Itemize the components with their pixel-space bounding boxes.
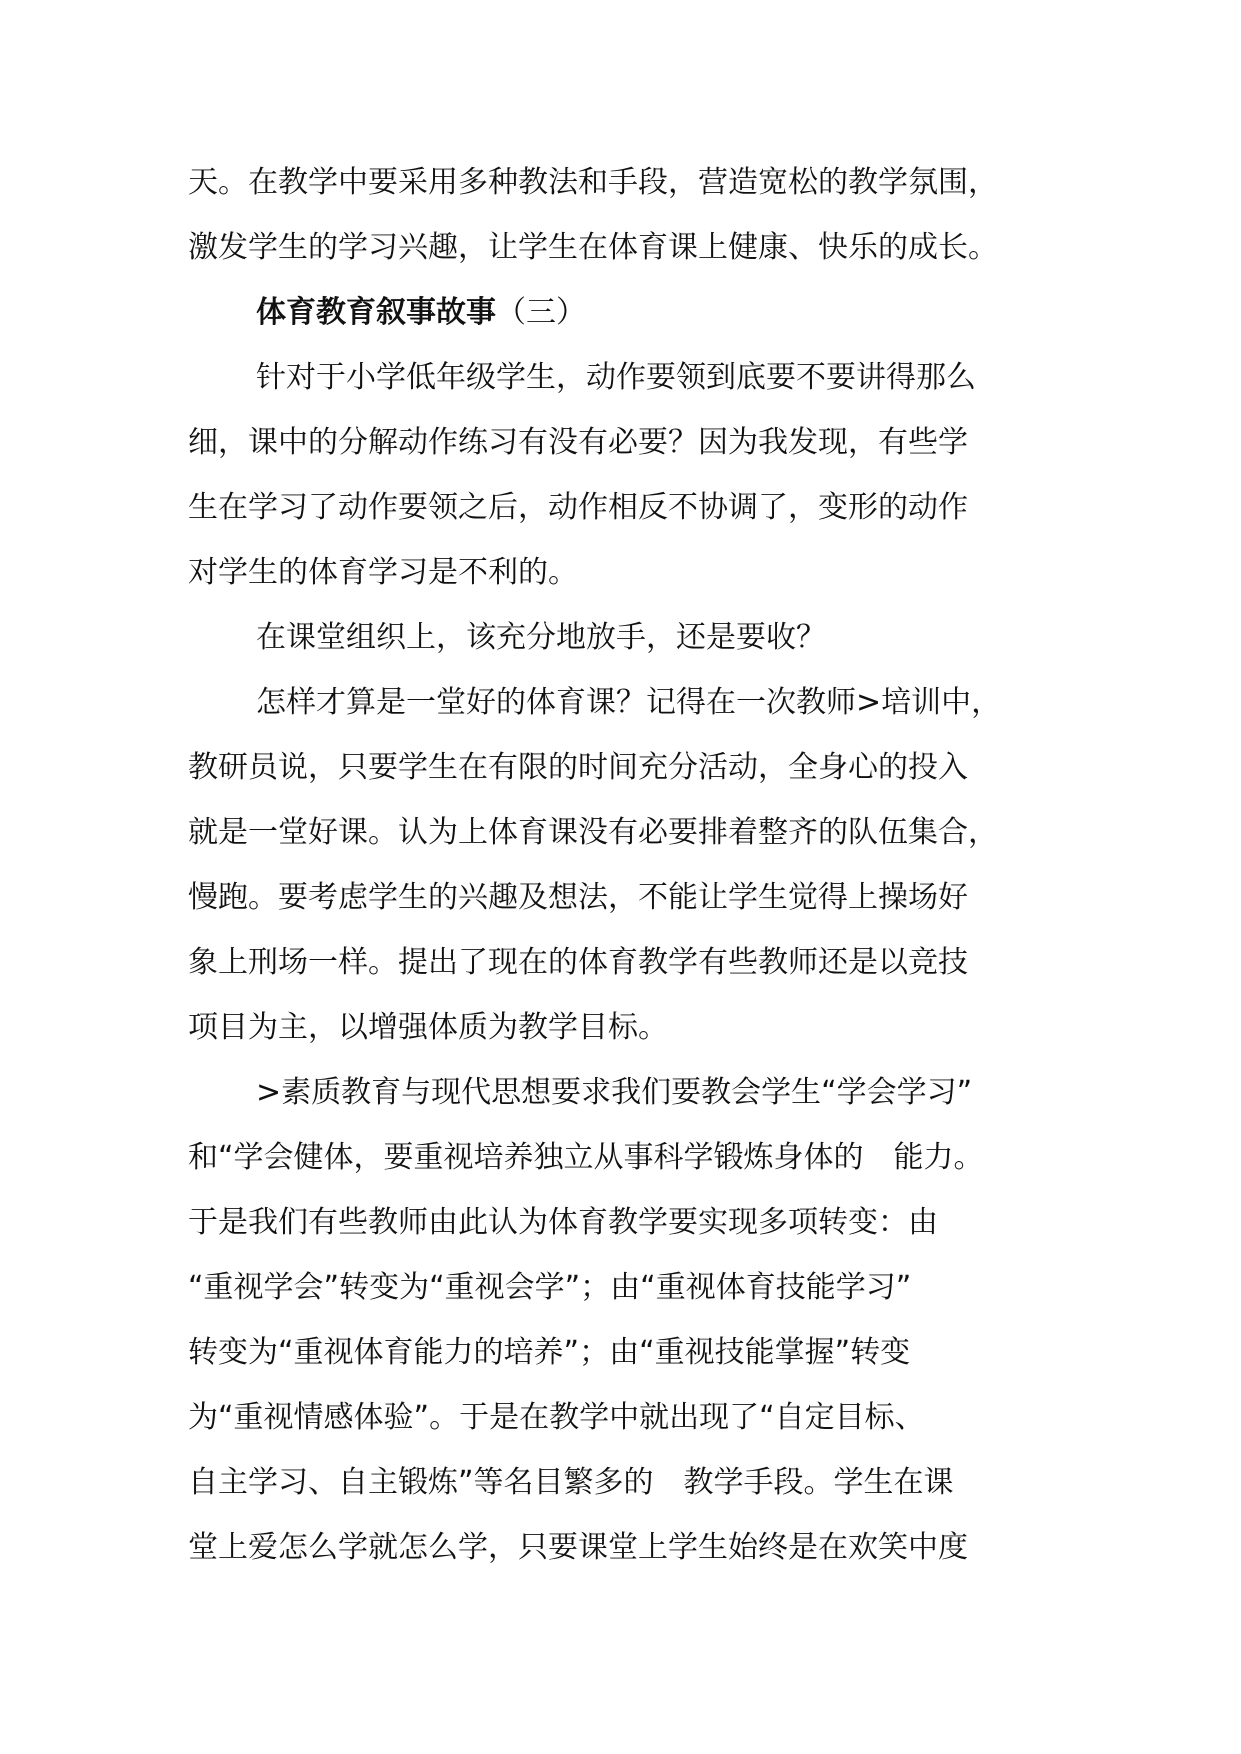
paragraph-line: 教研员说，只要学生在有限的时间充分活动，全身心的投入: [188, 750, 968, 785]
paragraph-line: 就是一堂好课。认为上体育课没有必要排着整齐的队伍集合，: [188, 815, 998, 850]
document-body: [188, 160, 1068, 1590]
paragraph-line: 堂上爱怎么学就怎么学，只要课堂上学生始终是在欢笑中度: [188, 1530, 968, 1565]
paragraph-line: 慢跑。要考虑学生的兴趣及想法，不能让学生觉得上操场好: [188, 880, 968, 915]
section-heading-title: 体育教育叙事故事: [256, 295, 496, 330]
paragraph-line: 生在学习了动作要领之后，动作相反不协调了，变形的动作: [188, 490, 968, 525]
paragraph-line: 为“重视情感体验”。于是在教学中就出现了“自定目标、: [188, 1400, 925, 1435]
paragraph-line: 象上刑场一样。提出了现在的体育教学有些教师还是以竞技: [188, 945, 968, 980]
paragraph-line: 转变为“重视体育能力的培养”；由“重视技能掌握”转变: [188, 1335, 911, 1370]
paragraph-line: 怎样才算是一堂好的体育课？记得在一次教师>培训中，: [256, 685, 1002, 720]
paragraph-line: 天。在教学中要采用多种教法和手段，营造宽松的教学氛围，: [188, 165, 998, 200]
paragraph-line: 细，课中的分解动作练习有没有必要？因为我发现，有些学: [188, 425, 968, 460]
paragraph-line: 项目为主，以增强体质为教学目标。: [188, 1010, 668, 1045]
paragraph-line: 激发学生的学习兴趣，让学生在体育课上健康、快乐的成长。: [188, 230, 998, 265]
paragraph-line: >素质教育与现代思想要求我们要教会学生“学会学习”: [256, 1075, 973, 1110]
paragraph-line: 和“学会健体，要重视培养独立从事科学锻炼身体的 能力。: [188, 1140, 984, 1175]
section-heading: [188, 290, 1068, 355]
paragraph-line: 针对于小学低年级学生，动作要领到底要不要讲得那么: [256, 360, 976, 395]
section-heading-number: （三）: [496, 295, 586, 330]
paragraph-line: 于是我们有些教师由此认为体育教学要实现多项转变：由: [188, 1205, 938, 1240]
paragraph-line: “重视学会”转变为“重视会学”；由“重视体育技能学习”: [188, 1270, 912, 1305]
paragraph-line: 在课堂组织上，该充分地放手，还是要收？: [256, 620, 826, 655]
paragraph-line: 自主学习、自主锻炼”等名目繁多的 教学手段。学生在课: [188, 1465, 954, 1500]
paragraph-line: 对学生的体育学习是不利的。: [188, 555, 578, 590]
